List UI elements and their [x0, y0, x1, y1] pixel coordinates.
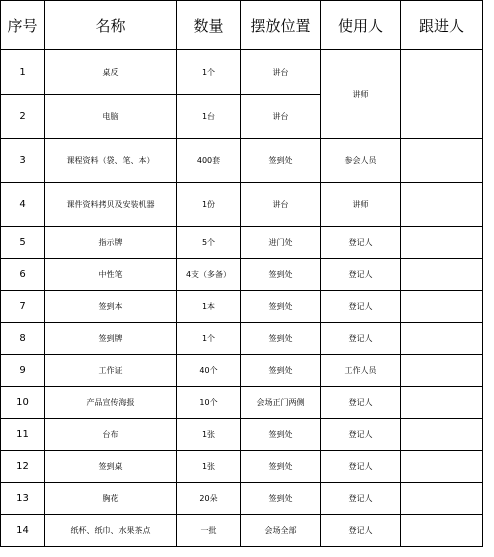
cell-name: 纸杯、纸巾、水果茶点: [45, 515, 177, 547]
cell-placement: 签到处: [241, 139, 321, 183]
header-row: [1, 1, 483, 50]
cell-follow-up: [401, 139, 483, 183]
cell-quantity: 1个: [177, 323, 241, 355]
table-row: [1, 451, 483, 483]
table-row: [1, 419, 483, 451]
cell-placement: 进门处: [241, 227, 321, 259]
table-row: [1, 50, 483, 95]
cell-seq: 9: [1, 355, 45, 387]
cell-follow-up: [401, 387, 483, 419]
cell-follow-up: [401, 50, 483, 139]
cell-placement: 会场全部: [241, 515, 321, 547]
cell-placement: 会场正门两侧: [241, 387, 321, 419]
table-row: [1, 259, 483, 291]
cell-quantity: 一批: [177, 515, 241, 547]
cell-user: 登记人: [321, 451, 401, 483]
cell-placement: 签到处: [241, 259, 321, 291]
cell-name: 工作证: [45, 355, 177, 387]
cell-name: 电脑: [45, 95, 177, 139]
cell-quantity: 4支（多备）: [177, 259, 241, 291]
cell-follow-up: [401, 227, 483, 259]
header-quantity: 数量: [177, 1, 241, 50]
cell-follow-up: [401, 355, 483, 387]
cell-seq: 5: [1, 227, 45, 259]
cell-placement: 签到处: [241, 483, 321, 515]
cell-placement: 讲台: [241, 50, 321, 95]
cell-seq: 1: [1, 50, 45, 95]
cell-placement: 签到处: [241, 419, 321, 451]
cell-placement: 签到处: [241, 291, 321, 323]
table-row: [1, 139, 483, 183]
cell-name: 课程资料（袋、笔、本）: [45, 139, 177, 183]
cell-user: 讲师: [321, 50, 401, 139]
cell-seq: 2: [1, 95, 45, 139]
cell-name: 胸花: [45, 483, 177, 515]
cell-quantity: 400套: [177, 139, 241, 183]
cell-follow-up: [401, 323, 483, 355]
cell-quantity: 1份: [177, 183, 241, 227]
cell-placement: 签到处: [241, 355, 321, 387]
cell-user: 登记人: [321, 291, 401, 323]
cell-quantity: 10个: [177, 387, 241, 419]
table-row: [1, 355, 483, 387]
cell-name: 课件资料拷贝及安装机器: [45, 183, 177, 227]
cell-quantity: 1台: [177, 95, 241, 139]
table-row: [1, 387, 483, 419]
cell-name: 台布: [45, 419, 177, 451]
cell-placement: 签到处: [241, 323, 321, 355]
cell-follow-up: [401, 183, 483, 227]
table-row: [1, 291, 483, 323]
table-row: [1, 183, 483, 227]
table-row: [1, 227, 483, 259]
table-row: [1, 515, 483, 547]
cell-placement: 讲台: [241, 183, 321, 227]
cell-quantity: 1本: [177, 291, 241, 323]
cell-user: 登记人: [321, 387, 401, 419]
cell-seq: 6: [1, 259, 45, 291]
cell-quantity: 1张: [177, 419, 241, 451]
cell-user: 登记人: [321, 419, 401, 451]
cell-user: 讲师: [321, 183, 401, 227]
cell-user: 登记人: [321, 227, 401, 259]
cell-name: 中性笔: [45, 259, 177, 291]
cell-follow-up: [401, 483, 483, 515]
cell-placement: 讲台: [241, 95, 321, 139]
cell-name: 指示牌: [45, 227, 177, 259]
cell-seq: 14: [1, 515, 45, 547]
table-row: [1, 483, 483, 515]
header-seq: 序号: [1, 1, 45, 50]
header-follow-up: 跟进人: [401, 1, 483, 50]
cell-user: 登记人: [321, 483, 401, 515]
cell-seq: 7: [1, 291, 45, 323]
cell-follow-up: [401, 451, 483, 483]
cell-follow-up: [401, 419, 483, 451]
cell-follow-up: [401, 515, 483, 547]
cell-seq: 13: [1, 483, 45, 515]
header-placement: 摆放位置: [241, 1, 321, 50]
cell-user: 参会人员: [321, 139, 401, 183]
cell-user: 登记人: [321, 259, 401, 291]
cell-user: 工作人员: [321, 355, 401, 387]
cell-quantity: 20朵: [177, 483, 241, 515]
cell-seq: 3: [1, 139, 45, 183]
cell-user: 登记人: [321, 515, 401, 547]
cell-user: 登记人: [321, 323, 401, 355]
cell-quantity: 1个: [177, 50, 241, 95]
cell-follow-up: [401, 291, 483, 323]
cell-name: 签到桌: [45, 451, 177, 483]
cell-name: 产品宣传海报: [45, 387, 177, 419]
cell-quantity: 40个: [177, 355, 241, 387]
cell-seq: 4: [1, 183, 45, 227]
cell-seq: 10: [1, 387, 45, 419]
cell-seq: 11: [1, 419, 45, 451]
header-user: 使用人: [321, 1, 401, 50]
cell-name: 签到本: [45, 291, 177, 323]
cell-follow-up: [401, 259, 483, 291]
cell-seq: 12: [1, 451, 45, 483]
cell-name: 桌反: [45, 50, 177, 95]
cell-seq: 8: [1, 323, 45, 355]
cell-quantity: 1张: [177, 451, 241, 483]
header-name: 名称: [45, 1, 177, 50]
cell-name: 签到牌: [45, 323, 177, 355]
cell-placement: 签到处: [241, 451, 321, 483]
table-row: [1, 323, 483, 355]
cell-quantity: 5个: [177, 227, 241, 259]
